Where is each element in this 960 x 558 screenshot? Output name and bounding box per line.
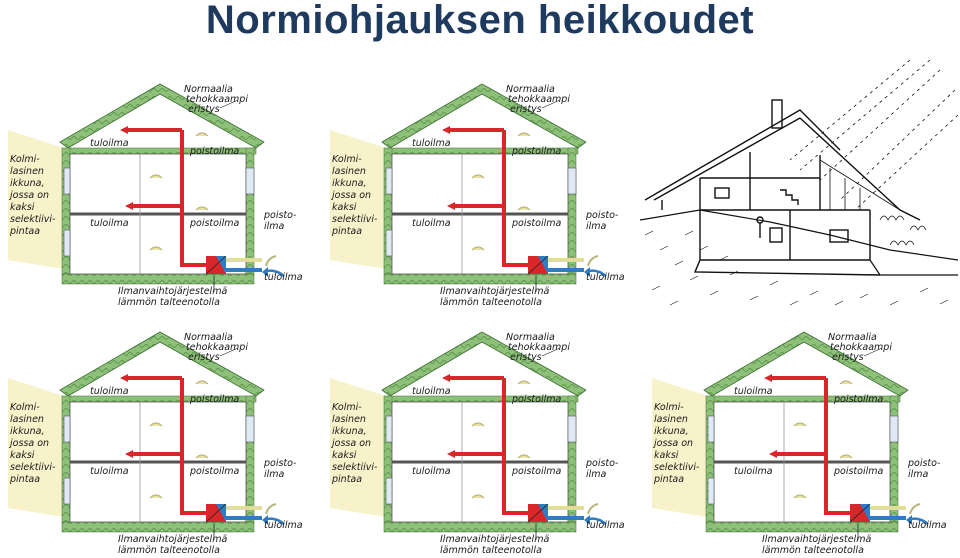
window-label: ikkuna, — [332, 426, 367, 437]
window-label: jossa on — [10, 190, 50, 201]
exhaust-air-out-label: ilma — [908, 469, 929, 480]
exhaust-out-arrow-icon — [588, 504, 598, 514]
window-label: pintaa — [332, 474, 363, 485]
window-label: jossa on — [332, 438, 372, 449]
window-label: Kolmi- — [332, 402, 362, 413]
exhaust-air-out-label: ilma — [264, 221, 285, 232]
exhaust-out-arrow-icon — [588, 256, 598, 266]
wall-insulation-right — [568, 396, 576, 522]
insulation-label: tehokkaampi — [186, 342, 248, 353]
exhaust-air-label: poistoilma — [512, 466, 562, 477]
exhaust-air-label: poistoilma — [190, 466, 240, 477]
supply-air-label: tuloilma — [734, 466, 773, 477]
supply-arrow-icon — [442, 374, 450, 382]
floor-insulation — [706, 522, 898, 532]
window-label: ikkuna, — [10, 426, 45, 437]
exhaust-arrow-icon — [518, 381, 530, 384]
supply-arrow-icon — [120, 374, 128, 382]
floor-insulation — [384, 522, 576, 532]
insulation-label: Normaalia — [828, 332, 877, 343]
insulation-label: eristys — [510, 104, 542, 115]
exhaust-air-out-label: poisto- — [908, 458, 941, 469]
insulation-label: eristys — [832, 352, 864, 363]
exhaust-air-out-label: ilma — [586, 221, 607, 232]
exhaust-arrow-icon — [196, 381, 208, 384]
window-label: lasinen — [654, 414, 688, 425]
ventilation-diagram-4 — [322, 318, 640, 558]
supply-air-in-label: tuloilma — [264, 272, 303, 283]
window-label: selektiivi- — [332, 214, 378, 225]
window-label: pintaa — [10, 474, 41, 485]
ventilation-diagram-5 — [644, 318, 960, 558]
exhaust-air-out-label: poisto- — [586, 458, 619, 469]
system-label: Ilmanvaihtojärjestelmä — [762, 534, 872, 545]
supply-air-in-label: tuloilma — [586, 272, 625, 283]
supply-air-label: tuloilma — [90, 218, 129, 229]
window-label: selektiivi- — [10, 462, 56, 473]
window-label: kaksi — [332, 202, 357, 213]
supply-air-label: tuloilma — [90, 466, 129, 477]
system-label: Ilmanvaihtojärjestelmä — [440, 286, 550, 297]
exhaust-out-arrow-icon — [266, 504, 276, 514]
window-label: jossa on — [654, 438, 694, 449]
window-label: pintaa — [654, 474, 685, 485]
window-label: Kolmi- — [10, 154, 40, 165]
window-label: Kolmi- — [10, 402, 40, 413]
supply-arrow-icon — [120, 126, 128, 134]
exhaust-air-out-label: ilma — [586, 469, 607, 480]
ventilation-diagram-1 — [0, 70, 318, 310]
exhaust-air-label: poistoilma — [512, 218, 562, 229]
window-label: kaksi — [10, 202, 35, 213]
supply-air-in-label: tuloilma — [908, 520, 947, 531]
exhaust-air-out-label: poisto- — [586, 210, 619, 221]
window-label: lasinen — [10, 414, 44, 425]
window-label: Kolmi- — [654, 402, 684, 413]
window-label: pintaa — [10, 226, 41, 237]
window-label: ikkuna, — [654, 426, 689, 437]
exhaust-arrow-icon — [840, 381, 852, 384]
system-label: lämmön talteenotolla — [762, 545, 864, 556]
window-label: kaksi — [10, 450, 35, 461]
floor-insulation — [62, 522, 254, 532]
system-label: lämmön talteenotolla — [118, 297, 220, 308]
exhaust-air-out-label: poisto- — [264, 210, 297, 221]
wall-insulation-right — [890, 396, 898, 522]
supply-air-label: tuloilma — [412, 218, 451, 229]
exhaust-air-label: poistoilma — [512, 146, 562, 157]
supply-air-label: tuloilma — [734, 386, 773, 397]
window-label: lasinen — [10, 166, 44, 177]
system-label: lämmön talteenotolla — [440, 297, 542, 308]
insulation-label: Normaalia — [184, 84, 233, 95]
exhaust-arrow-icon — [196, 133, 208, 136]
exhaust-air-label: poistoilma — [834, 394, 884, 405]
insulation-label: Normaalia — [506, 332, 555, 343]
window-label: selektiivi- — [10, 214, 56, 225]
supply-air-label: tuloilma — [412, 466, 451, 477]
window-label: pintaa — [332, 226, 363, 237]
exhaust-out-arrow-icon — [910, 504, 920, 514]
ventilation-diagram-2 — [322, 70, 640, 310]
exhaust-air-label: poistoilma — [190, 146, 240, 157]
wall-insulation-right — [246, 148, 254, 274]
insulation-label: tehokkaampi — [186, 94, 248, 105]
window-label: selektiivi- — [332, 462, 378, 473]
supply-air-label: tuloilma — [90, 138, 129, 149]
insulation-label: Normaalia — [506, 84, 555, 95]
exhaust-out-arrow-icon — [266, 256, 276, 266]
insulation-label: eristys — [188, 104, 220, 115]
system-label: Ilmanvaihtojärjestelmä — [440, 534, 550, 545]
exhaust-air-out-label: ilma — [264, 469, 285, 480]
system-label: Ilmanvaihtojärjestelmä — [118, 534, 228, 545]
window-label: jossa on — [332, 190, 372, 201]
insulation-label: Normaalia — [184, 332, 233, 343]
window-label: Kolmi- — [332, 154, 362, 165]
floor-insulation — [62, 274, 254, 284]
supply-air-in-label: tuloilma — [586, 520, 625, 531]
supply-air-label: tuloilma — [412, 386, 451, 397]
supply-arrow-icon — [764, 374, 772, 382]
house-section-sketch — [640, 60, 958, 310]
window-label: lasinen — [332, 414, 366, 425]
exhaust-air-label: poistoilma — [512, 394, 562, 405]
wall-insulation-right — [246, 396, 254, 522]
system-label: Ilmanvaihtojärjestelmä — [118, 286, 228, 297]
window-label: jossa on — [10, 438, 50, 449]
window-label: lasinen — [332, 166, 366, 177]
insulation-label: eristys — [510, 352, 542, 363]
insulation-label: tehokkaampi — [830, 342, 892, 353]
supply-air-in-label: tuloilma — [264, 520, 303, 531]
system-label: lämmön talteenotolla — [118, 545, 220, 556]
exhaust-air-label: poistoilma — [190, 218, 240, 229]
slide-title: Normiohjauksen heikkoudet — [205, 0, 755, 42]
wall-insulation-right — [568, 148, 576, 274]
exhaust-air-label: poistoilma — [834, 466, 884, 477]
insulation-label: tehokkaampi — [508, 342, 570, 353]
window-label: kaksi — [332, 450, 357, 461]
ventilation-diagram-3 — [0, 318, 318, 558]
system-label: lämmön talteenotolla — [440, 545, 542, 556]
supply-air-label: tuloilma — [412, 138, 451, 149]
window-label: ikkuna, — [332, 178, 367, 189]
insulation-label: eristys — [188, 352, 220, 363]
exhaust-air-out-label: poisto- — [264, 458, 297, 469]
exhaust-air-label: poistoilma — [190, 394, 240, 405]
floor-insulation — [384, 274, 576, 284]
supply-air-label: tuloilma — [90, 386, 129, 397]
window-label: ikkuna, — [10, 178, 45, 189]
supply-arrow-icon — [442, 126, 450, 134]
window-label: selektiivi- — [654, 462, 700, 473]
exhaust-arrow-icon — [518, 133, 530, 136]
window-label: kaksi — [654, 450, 679, 461]
insulation-label: tehokkaampi — [508, 94, 570, 105]
